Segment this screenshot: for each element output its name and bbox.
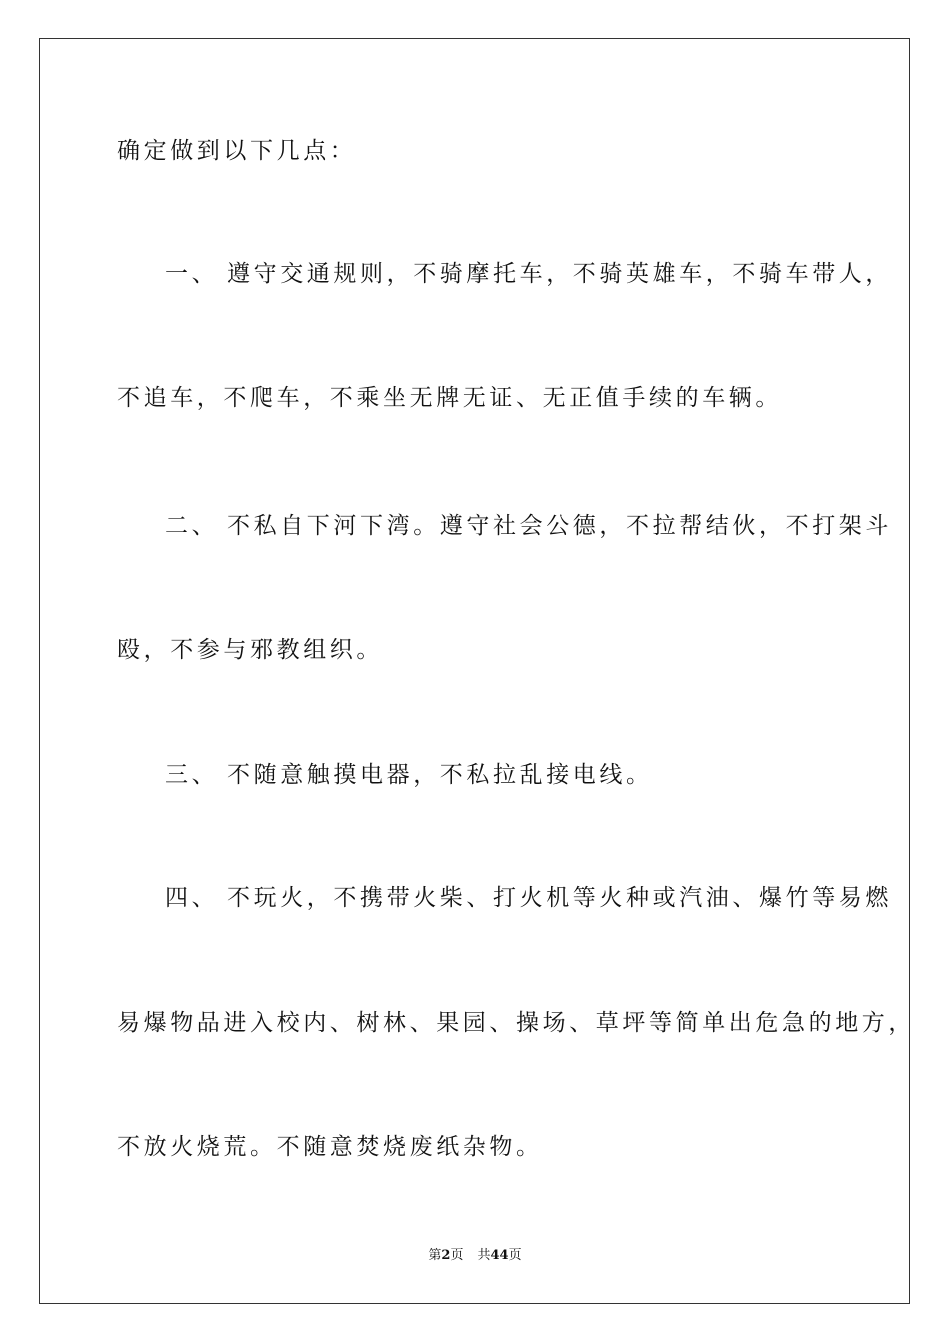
page-border (39, 38, 910, 1304)
item-4-line-1 (165, 883, 892, 913)
item-3-number: 三、 (165, 762, 219, 788)
page-footer (0, 1247, 950, 1265)
item-4-text-1: 不玩火，不携带火柴、打火机等火种或汽油、爆竹等易燃 (227, 885, 892, 911)
item-4-line-2: 易爆物品进入校内、树林、果园、操场、草坪等简单出危急的地方， (117, 1010, 915, 1036)
item-3-line-1 (165, 760, 653, 790)
item-4-number: 四、 (165, 885, 219, 911)
intro-text: 确定做到以下几点： (117, 138, 357, 164)
item-1-line-2: 不追车，不爬车，不乘坐无牌无证、无正值手续的车辆。 (117, 385, 782, 411)
item-4-line-3: 不放火烧荒。不随意焚烧废纸杂物。 (117, 1134, 543, 1160)
item-1-number: 一、 (165, 261, 219, 287)
footer-page-prefix: 第 (428, 1248, 442, 1263)
footer-total-pages: 44 (490, 1248, 509, 1263)
footer-page-number: 2 (441, 1248, 451, 1263)
item-2-text-1: 不私自下河下湾。遵守社会公德，不拉帮结伙，不打架斗 (227, 513, 892, 539)
item-1-text-1: 遵守交通规则，不骑摩托车，不骑英雄车，不骑车带人， (227, 261, 892, 287)
footer-page-suffix: 页 (450, 1248, 464, 1263)
footer-total-prefix: 共 (477, 1248, 491, 1263)
footer-total-suffix: 页 (508, 1248, 522, 1263)
item-2-line-2: 殴，不参与邪教组织。 (117, 637, 383, 663)
item-1-line-1 (165, 259, 892, 289)
item-3-text-1: 不随意触摸电器，不私拉乱接电线。 (227, 762, 653, 788)
item-2-number: 二、 (165, 513, 219, 539)
item-2-line-1 (165, 511, 892, 541)
